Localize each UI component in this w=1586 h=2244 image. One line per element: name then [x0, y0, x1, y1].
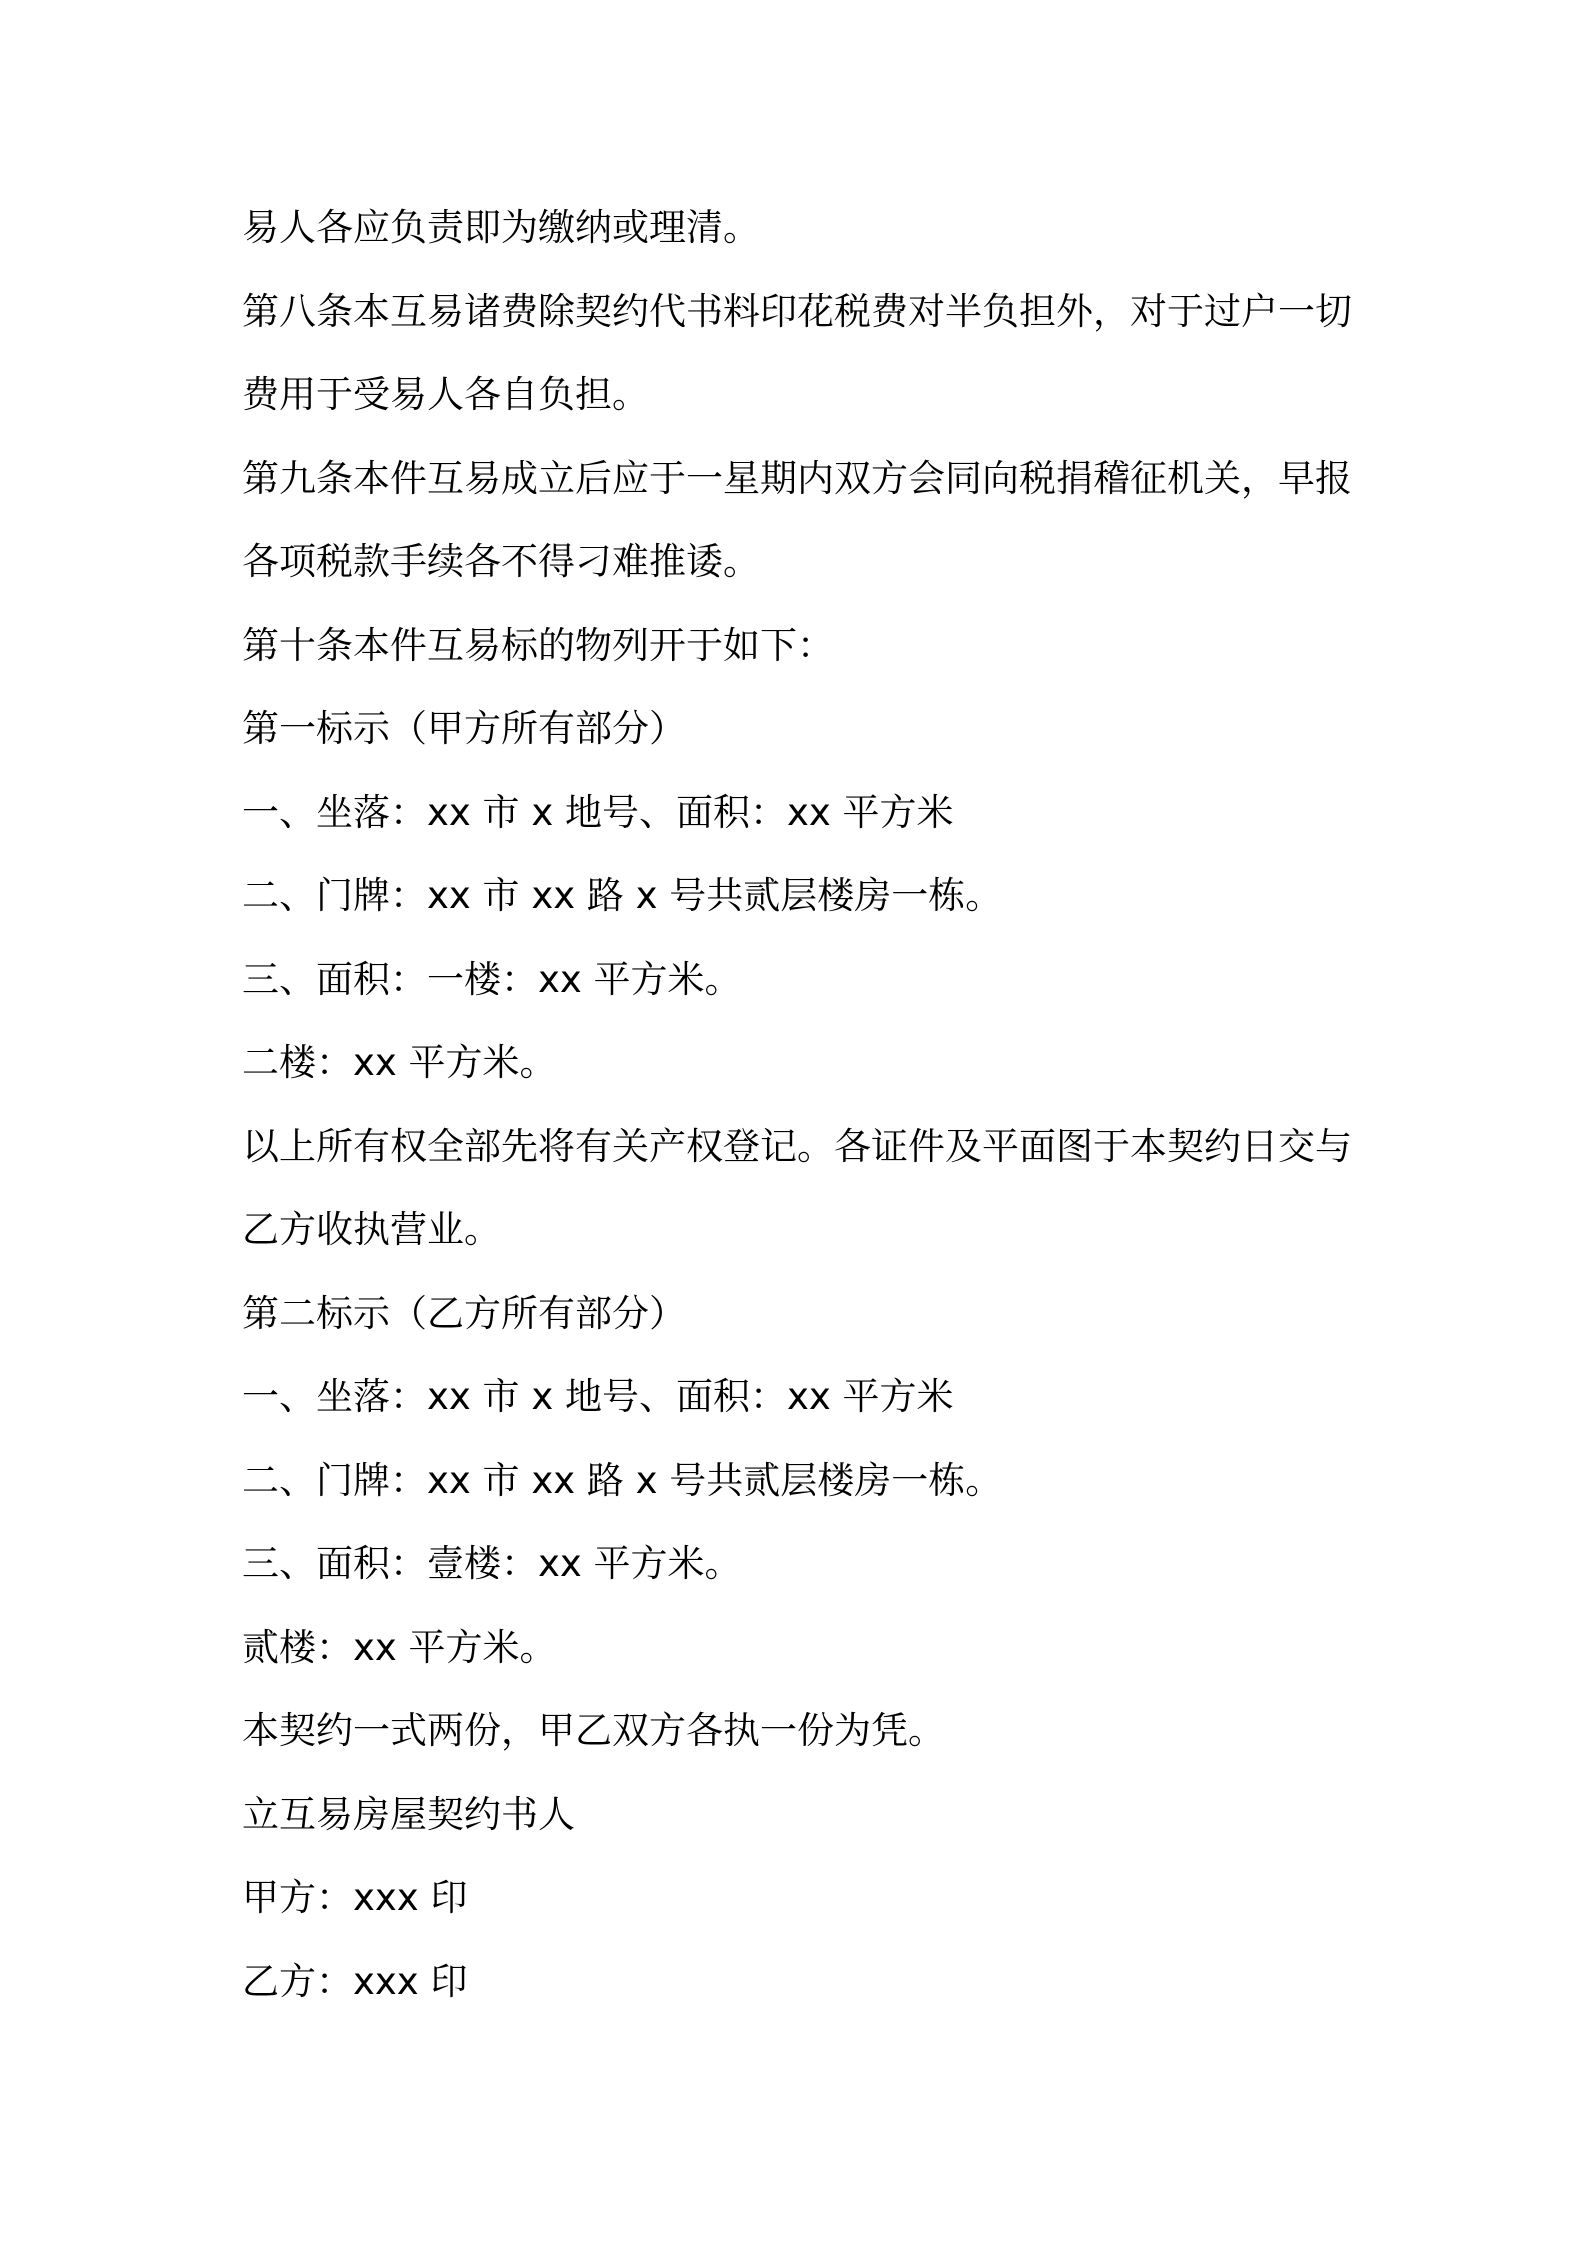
- text-line-16: 二、门牌：xx 市 xx 路 x 号共贰层楼房一栋。: [242, 1458, 1003, 1502]
- text-line-1: 易人各应负责即为缴纳或理清。: [242, 206, 760, 249]
- text-line-6: 第十条本件互易标的物列开于如下：: [242, 623, 834, 667]
- text-line-12: 以上所有权全部先将有关产权登记。各证件及平面图于本契约日交与: [242, 1124, 1352, 1168]
- text-line-11: 二楼：xx 平方米。: [242, 1041, 557, 1084]
- text-line-19: 本契约一式两份，甲乙双方各执一份为凭。: [242, 1709, 945, 1752]
- text-line-2: 第八条本互易诸费除契约代书料印花税费对半负担外，对于过户一切: [242, 289, 1352, 333]
- text-line-4: 第九条本件互易成立后应于一星期内双方会同向税捐稽征机关，早报: [242, 456, 1352, 500]
- text-line-13: 乙方收执营业。: [242, 1208, 501, 1251]
- text-line-10: 三、面积：一楼：xx 平方米。: [242, 957, 742, 1001]
- text-line-15: 一、坐落：xx 市 x 地号、面积：xx 平方米: [242, 1375, 954, 1418]
- text-line-8: 一、坐落：xx 市 x 地号、面积：xx 平方米: [242, 790, 954, 834]
- document-body: [242, 197, 1362, 2034]
- text-line-3: 费用于受易人各自负担。: [242, 373, 649, 416]
- text-line-5: 各项税款手续各不得刁难推诿。: [242, 540, 760, 583]
- text-line-22: 乙方：xxx 印: [242, 1959, 468, 2003]
- text-line-17: 三、面积：壹楼：xx 平方米。: [242, 1542, 742, 1585]
- text-line-18: 贰楼：xx 平方米。: [242, 1625, 557, 1669]
- text-line-21: 甲方：xxx 印: [242, 1876, 468, 1919]
- text-line-20: 立互易房屋契约书人: [242, 1792, 575, 1836]
- text-line-14: 第二标示（乙方所有部分）: [242, 1291, 686, 1335]
- text-line-9: 二、门牌：xx 市 xx 路 x 号共贰层楼房一栋。: [242, 874, 1003, 917]
- text-line-7: 第一标示（甲方所有部分）: [242, 707, 686, 750]
